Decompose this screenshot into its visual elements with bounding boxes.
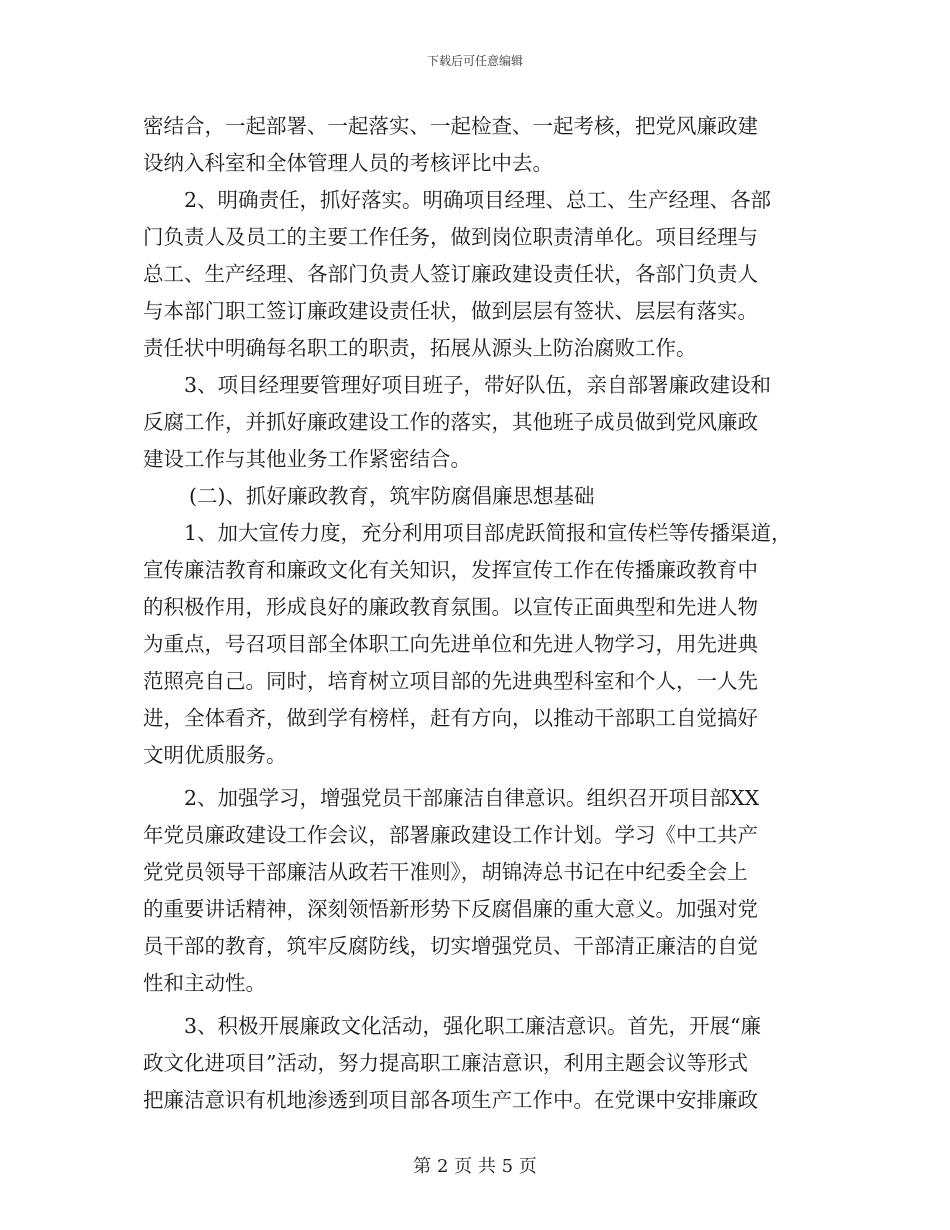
page-header: 下载后可任意编辑	[426, 54, 523, 68]
text-line: 文明优质服务。	[143, 743, 287, 767]
paragraph-start: 2、加强学习，增强党员干部廉洁自律意识。组织召开项目部XX	[184, 786, 760, 810]
text-line: 总工、生产经理、各部门负责人签订廉政建设责任状，各部门负责人	[143, 262, 758, 286]
text-line: 的积极作用，形成良好的廉政教育氛围。以宣传正面典型和先进人物	[143, 595, 758, 619]
document-body	[143, 108, 815, 1119]
text-line: 宣传廉洁教育和廉政文化有关知识，发挥宣传工作在传播廉政教育中	[143, 558, 758, 582]
paragraph-start: 3、项目经理要管理好项目班子，带好队伍，亲自部署廉政建设和	[184, 373, 772, 397]
text-line: 年党员廉政建设工作会议，部署廉政建设工作计划。学习《中工共产	[143, 823, 758, 847]
text-line: 反腐工作，并抓好廉政建设工作的落实，其他班子成员做到党风廉政	[143, 410, 758, 434]
text-line: 设纳入科室和全体管理人员的考核评比中去。	[143, 151, 553, 175]
text-line: 员干部的教育，筑牢反腐防线，切实增强党员、干部清正廉洁的自觉	[143, 934, 758, 958]
page-footer: 第 2 页 共 5 页	[413, 1156, 537, 1177]
text-line: 范照亮自己。同时，培育树立项目部的先进典型科室和个人，一人先	[143, 669, 758, 693]
text-line: 与本部门职工签订廉政建设责任状，做到层层有签状、层层有落实。	[143, 299, 758, 323]
text-line: 的重要讲话精神，深刻领悟新形势下反腐倡廉的重大意义。加强对党	[143, 897, 758, 921]
paragraph-start: 2、明确责任，抓好落实。明确项目经理、总工、生产经理、各部	[184, 188, 772, 212]
text-line: 性和主动性。	[143, 971, 266, 995]
paragraph-start: 3、积极开展廉政文化活动，强化职工廉洁意识。首先，开展“廉	[184, 1014, 762, 1038]
text-line: 密结合，一起部署、一起落实、一起检查、一起考核，把党风廉政建	[143, 114, 758, 138]
text-line: 政文化进项目”活动，努力提高职工廉洁意识，利用主题会议等形式	[143, 1051, 748, 1075]
text-line: 责任状中明确每名职工的职责，拓展从源头上防治腐败工作。	[143, 336, 697, 360]
text-line: 为重点，号召项目部全体职工向先进单位和先进人物学习，用先进典	[143, 632, 758, 656]
text-line: 进，全体看齐，做到学有榜样，赶有方向，以推动干部职工自觉搞好	[143, 706, 758, 730]
text-line: 门负责人及员工的主要工作任务，做到岗位职责清单化。项目经理与	[143, 225, 758, 249]
text-line: 党党员领导干部廉洁从政若干准则》，胡锦涛总书记在中纪委全会上	[143, 860, 748, 884]
section-heading: (二)、抓好廉政教育，筑牢防腐倡廉思想基础	[189, 484, 595, 508]
text-line: 建设工作与其他业务工作紧密结合。	[143, 447, 471, 471]
text-line: 把廉洁意识有机地渗透到项目部各项生产工作中。在党课中安排廉政	[143, 1088, 758, 1112]
paragraph-start: 1、加大宣传力度，充分利用项目部虎跃简报和宣传栏等传播渠道，	[184, 521, 792, 545]
